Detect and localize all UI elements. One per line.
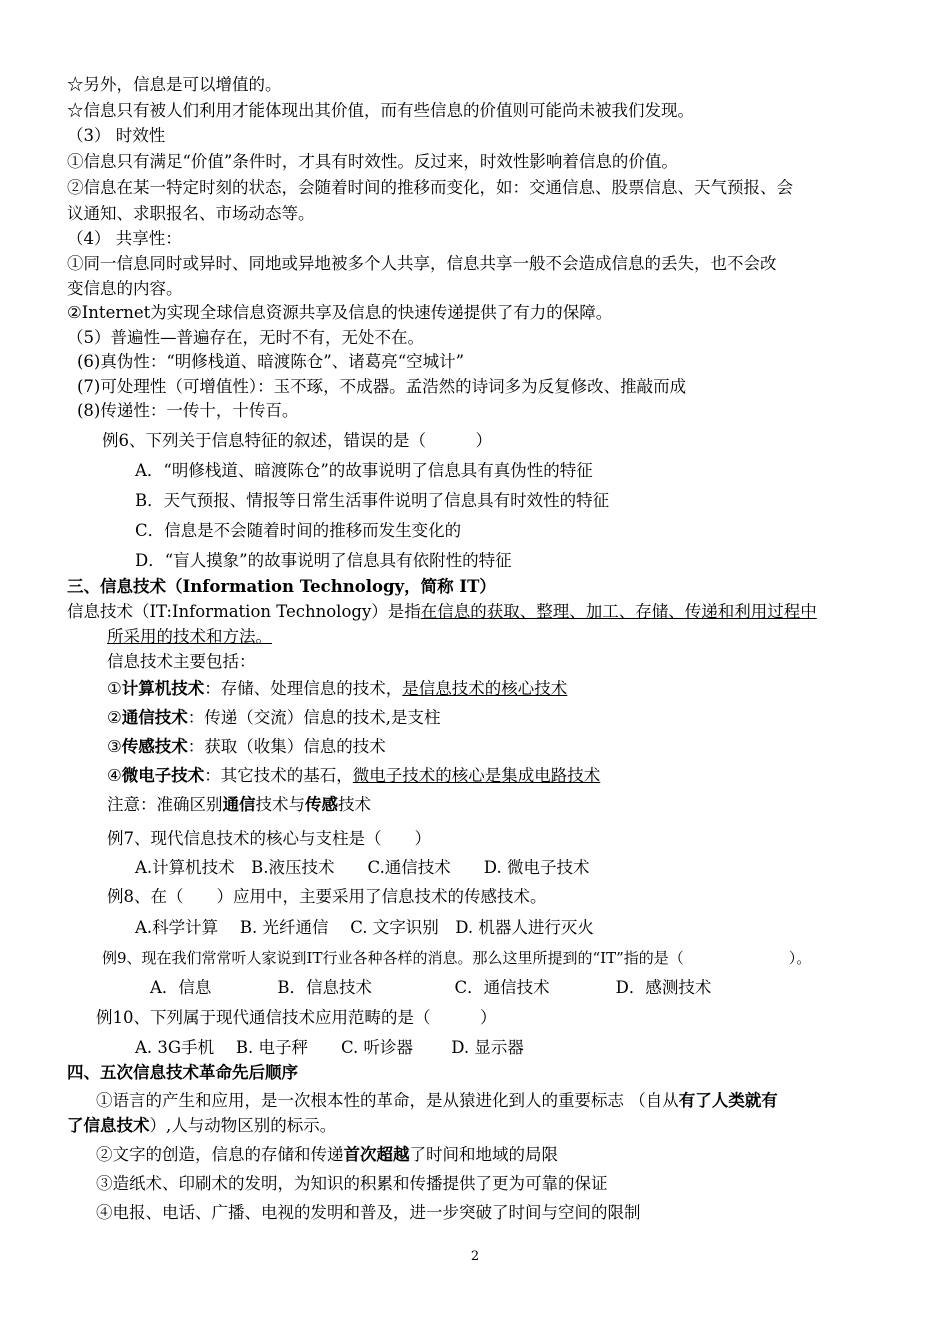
revolution-item	[96, 1090, 778, 1112]
text-line: ①信息只有满足“价值”条件时，才具有时效性。反过来，时效性影响着信息的价值。	[67, 152, 678, 171]
example-question: 例10、下列属于现代通信技术应用范畴的是（ ）	[96, 1008, 497, 1027]
item-text: ：存储、处理信息的技术，	[204, 679, 403, 698]
text-line: 变信息的内容。	[67, 279, 183, 298]
text-line: (8)传递性：一传十，十传百。	[77, 401, 299, 420]
example-option: A.计算机技术 B.液压技术 C.通信技术 D. 微电子技术	[135, 858, 590, 877]
example-option: C．信息是不会随着时间的推移而发生变化的	[135, 521, 462, 540]
tech-item	[107, 707, 441, 729]
note-text: 技术与	[255, 795, 305, 814]
item-term: 传感技术	[121, 737, 188, 756]
example-option: A. 3G手机 B. 电子秤 C. 听诊器 D. 显示器	[135, 1038, 524, 1057]
item-term: 计算机技术	[121, 679, 205, 698]
note-text: 技术	[338, 795, 371, 814]
section-heading: 三、信息技术（Information Technology，简称 IT）	[67, 577, 496, 596]
revolution-bold: 了信息技术	[67, 1116, 150, 1135]
section-heading: 四、五次信息技术革命先后顺序	[67, 1063, 298, 1082]
revolution-item	[96, 1144, 558, 1166]
text-line: （4） 共享性：	[67, 229, 182, 248]
tech-item	[107, 678, 567, 700]
revolution-bold: 首次超越	[343, 1145, 410, 1164]
item-underline: 是信息技术的核心技术	[402, 679, 568, 698]
item-underline: 微电子技术的核心是集成电路技术	[352, 766, 601, 785]
revolution-item: ③造纸术、印刷术的发明，为知识的积累和传播提供了更为可靠的保证	[96, 1174, 608, 1193]
example-question: 例9、现在我们常常听人家说到IT行业各种各样的消息。那么这里所提到的“IT”指的是（ ）。	[102, 949, 812, 967]
text-line: ②Internet为实现全球信息资源共享及信息的快速传递提供了有力的保障。	[67, 303, 613, 322]
definition-underline: 所采用的技术和方法。	[107, 627, 272, 646]
note-bold: 通信	[222, 795, 256, 814]
revolution-item: ④电报、电话、广播、电视的发明和普及，进一步突破了时间与空间的限制	[96, 1203, 641, 1222]
text-line: (7)可处理性（可增值性）：玉不琢，不成器。孟浩然的诗词多为反复修改、推敲而成	[77, 377, 687, 396]
item-term: 通信技术	[121, 708, 188, 727]
item-text: ：传递（交流）信息的技术,是支柱	[187, 708, 441, 727]
example-option: A.科学计算 B. 光纤通信 C. 文字识别 D. 机器人进行灭火	[135, 918, 594, 937]
text-line: ☆信息只有被人们利用才能体现出其价值，而有些信息的价值则可能尚未被我们发现。	[67, 101, 694, 120]
example-option: A．信息 B．信息技术 C．通信技术 D．感测技术	[150, 978, 712, 997]
definition-prefix: 信息技术（IT:Information Technology）是指	[67, 602, 421, 621]
example-question: 例7、现代信息技术的核心与支柱是（ ）	[107, 829, 431, 848]
item-number: ②	[107, 708, 122, 727]
revolution-text: ）,人与动物区别的标示。	[149, 1116, 337, 1135]
note-line	[107, 794, 371, 816]
text-line: ①同一信息同时或异时、同地或异地被多个人共享，信息共享一般不会造成信息的丢失，也不会改	[67, 254, 777, 273]
tech-item	[107, 736, 386, 758]
revolution-text: ①语言的产生和应用，是一次根本性的革命，是从猿进化到人的重要标志 （自从	[96, 1091, 679, 1110]
item-term: 微电子技术	[121, 766, 205, 785]
revolution-bold: 有了人类就有	[678, 1091, 778, 1110]
item-text: ：其它技术的基石，	[204, 766, 353, 785]
item-number: ④	[107, 766, 122, 785]
text-line: 信息技术主要包括：	[107, 652, 256, 671]
item-number: ①	[107, 679, 122, 698]
note-bold: 传感	[305, 795, 338, 814]
revolution-text: ②文字的创造，信息的存储和传递	[96, 1145, 344, 1164]
text-line: 议通知、求职报名、市场动态等。	[67, 204, 315, 223]
example-option: B．天气预报、情报等日常生活事件说明了信息具有时效性的特征	[135, 491, 610, 510]
example-question: 例8、在（ ）应用中，主要采用了信息技术的传感技术。	[107, 887, 547, 906]
item-number: ③	[107, 737, 122, 756]
text-line: ②信息在某一特定时刻的状态，会随着时间的推移而变化，如：交通信息、股票信息、天气预报、会	[67, 178, 793, 197]
definition-underline: 在信息的获取、整理、加工、存储、传递和利用过程中	[420, 602, 817, 621]
definition-line	[67, 601, 817, 623]
revolution-item-cont	[67, 1115, 336, 1137]
example-option: D．“盲人摸象”的故事说明了信息具有依附性的特征	[135, 551, 512, 570]
text-line: (6)真伪性：“明修栈道、暗渡陈仓”、诸葛亮“空城计”	[77, 352, 465, 371]
text-line: （5）普遍性—普遍存在，无时不有，无处不在。	[67, 328, 424, 347]
item-text: ：获取（收集）信息的技术	[187, 737, 386, 756]
text-line: （3） 时效性	[67, 126, 166, 145]
tech-item	[107, 765, 600, 787]
example-option: A．“明修栈道、暗渡陈仓”的故事说明了信息具有真伪性的特征	[135, 461, 593, 480]
example-question: 例6、下列关于信息特征的叙述，错误的是（ ）	[102, 431, 492, 450]
page-number: 2	[470, 1249, 480, 1264]
text-line: ☆另外，信息是可以增值的。	[67, 75, 282, 94]
revolution-text: 了时间和地域的局限	[409, 1145, 558, 1164]
note-text: 注意：准确区别	[107, 795, 223, 814]
